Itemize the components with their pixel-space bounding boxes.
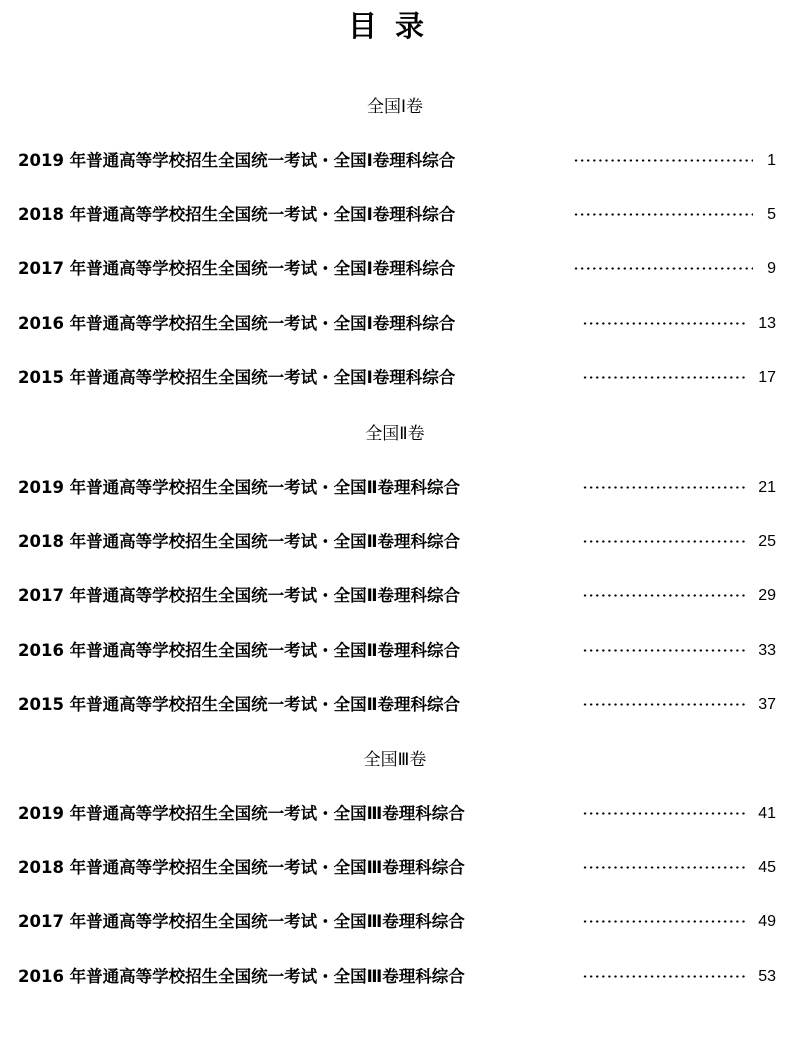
toc-entry-title: 2015 年普通高等学校招生全国统一考试・全国Ⅱ卷理科综合 [18,695,461,714]
toc-entry-page: 37 [758,696,776,713]
toc-entry-title: 2019 年普通高等学校招生全国统一考试・全国Ⅱ卷理科综合 [18,478,461,497]
toc-entry-page: 9 [767,260,776,277]
dot-leader [573,213,753,216]
toc-entry[interactable] [18,256,780,282]
toc-entry[interactable] [18,311,780,337]
dot-leader [582,649,746,652]
section-heading: 全国Ⅰ卷 [366,97,423,117]
toc-entry-title: 2017 年普通高等学校招生全国统一考试・全国Ⅲ卷理科综合 [18,912,465,931]
toc-entry-title: 2019 年普通高等学校招生全国统一考试・全国Ⅰ卷理科综合 [18,151,456,170]
toc-entry-page: 33 [758,642,776,659]
toc-entry[interactable] [18,801,780,827]
dot-leader [573,267,753,270]
dot-leader [582,594,746,597]
toc-entry-page: 45 [758,859,776,876]
toc-entry[interactable] [18,855,780,881]
dot-leader [582,322,746,325]
toc-entry-page: 41 [758,805,776,822]
dot-leader [573,159,753,162]
toc-entry-title: 2017 年普通高等学校招生全国统一考试・全国Ⅱ卷理科综合 [18,586,461,605]
toc-entry[interactable] [18,475,780,501]
toc-entry-title: 2017 年普通高等学校招生全国统一考试・全国Ⅰ卷理科综合 [18,259,456,278]
toc-entry[interactable] [18,202,780,228]
dot-leader [582,866,746,869]
toc-entry[interactable] [18,529,780,555]
toc-entry-page: 53 [758,968,776,985]
toc-entry-page: 21 [758,479,776,496]
toc-entry-title: 2016 年普通高等学校招生全国统一考试・全国Ⅲ卷理科综合 [18,967,465,986]
toc-entry-title: 2018 年普通高等学校招生全国统一考试・全国Ⅰ卷理科综合 [18,205,456,224]
dot-leader [582,812,746,815]
dot-leader [582,703,746,706]
toc-entry[interactable] [18,583,780,609]
toc-entry[interactable] [18,365,780,391]
toc-entry-page: 17 [758,369,776,386]
toc-entry[interactable] [18,964,780,990]
page-title: 目录 [347,9,442,43]
toc-entry-title: 2019 年普通高等学校招生全国统一考试・全国Ⅲ卷理科综合 [18,804,465,823]
dot-leader [582,486,746,489]
toc-entry-page: 13 [758,315,776,332]
section-heading: 全国Ⅱ卷 [365,424,425,444]
toc-entry[interactable] [18,638,780,664]
toc-entry-title: 2015 年普通高等学校招生全国统一考试・全国Ⅰ卷理科综合 [18,368,456,387]
dot-leader [582,376,746,379]
dot-leader [582,975,746,978]
section-heading: 全国Ⅲ卷 [363,750,427,770]
toc-entry-title: 2018 年普通高等学校招生全国统一考试・全国Ⅱ卷理科综合 [18,532,461,551]
toc-entry-page: 1 [767,152,776,169]
toc-entry-page: 5 [767,206,776,223]
toc-entry-page: 29 [758,587,776,604]
toc-entry[interactable] [18,692,780,718]
dot-leader [582,920,746,923]
toc-entry-title: 2016 年普通高等学校招生全国统一考试・全国Ⅱ卷理科综合 [18,641,461,660]
toc-entry-title: 2018 年普通高等学校招生全国统一考试・全国Ⅲ卷理科综合 [18,858,465,877]
toc-entry[interactable] [18,909,780,935]
toc-entry-title: 2016 年普通高等学校招生全国统一考试・全国Ⅰ卷理科综合 [18,314,456,333]
toc-entry[interactable] [18,148,780,174]
toc-entry-page: 49 [758,913,776,930]
toc-entry-page: 25 [758,533,776,550]
dot-leader [582,540,746,543]
